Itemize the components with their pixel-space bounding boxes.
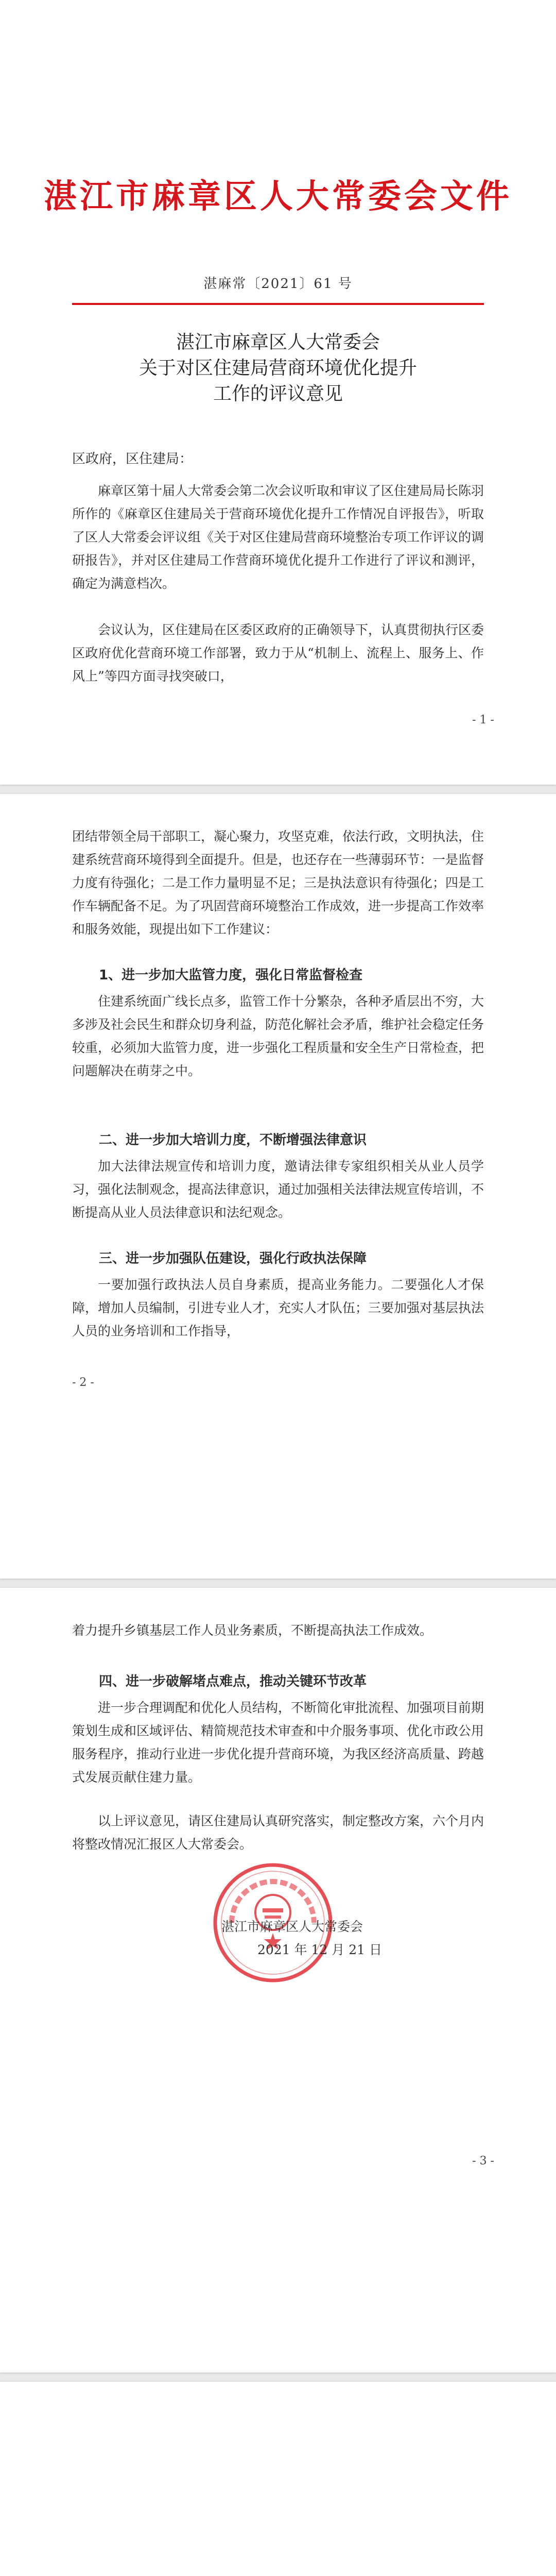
signing-date: 2021 年 12 月 21 日	[257, 1942, 382, 1957]
document-masthead: 湛江市麻章区人大常委会文件	[44, 178, 512, 216]
section-heading: 四、进一步破解堵点难点，推动关键环节改革	[99, 1674, 367, 1689]
paragraph: 住建系统面广线长点多，监管工作十分繁杂，各种矛盾层出不穷，大多涉及社会民生和群众切身利益，防范化解社会矛盾，维护社会稳定任务较重，必须加大监管力度，进一步强化工程质量和安全生产日常检查，把问题解决在萌芽之中。	[72, 994, 484, 1078]
page-3	[0, 1588, 556, 2372]
section-heading: 三、进一步加强队伍建设，强化行政执法保障	[99, 1251, 367, 1266]
page-4	[0, 2382, 556, 2576]
salutation: 区政府，区住建局：	[72, 451, 193, 467]
red-divider	[72, 303, 484, 305]
paragraph: 麻章区第十届人大常委会第二次会议听取和审议了区住建局局长陈羽所作的《麻章区住建局关于营商环境优化提升工作情况自评报告》，听取了区人大常委会评议组《关于对区住建局营商环境整治专项工作评议的调研报告》，并对区住建局工作营商环境优化提升工作进行了评议和测评，确定为满意档次。	[72, 483, 484, 591]
section-heading: 1、进一步加大监管力度，强化日常监督检查	[99, 968, 363, 983]
section-heading: 二、进一步加大培训力度，不断增强法律意识	[99, 1132, 367, 1148]
signing-organization: 湛江市麻章区人大常委会	[221, 1919, 363, 1934]
document-number: 湛麻常〔2021〕61 号	[203, 276, 353, 292]
document-title	[0, 330, 556, 407]
page-1	[0, 0, 556, 785]
page-number: - 1 -	[472, 714, 494, 726]
page-number: - 3 -	[472, 2155, 494, 2167]
paragraph: 着力提升乡镇基层工作人员业务素质，不断提高执法工作成效。	[72, 1623, 433, 1638]
paragraph: 团结带领全局干部职工，凝心聚力，攻坚克难，依法行政，文明执法，住建系统营商环境得到全面提升。但是，也还存在一些薄弱环节：一是监督力度有待强化；二是工作力量明显不足；三是执法意识有待强化；四是工作车辆配备不足。为了巩固营商环境整治工作成效，进一步提高工作效率和服务效能，现提出如下工作建议：	[72, 829, 484, 937]
title-line-1: 湛江市麻章区人大常委会	[176, 332, 380, 353]
paragraph: 会议认为，区住建局在区委区政府的正确领导下，认真贯彻执行区委区政府优化营商环境工作部署，致力于从“机制上、流程上、服务上、作风上”等四方面寻找突破口，	[72, 622, 484, 684]
title-line-2: 关于对区住建局营商环境优化提升	[138, 358, 417, 379]
page-2	[0, 794, 556, 1579]
paragraph: 以上评议意见，请区住建局认真研究落实，制定整改方案，六个月内将整改情况汇报区人大常委会。	[72, 1814, 484, 1852]
page-number: - 2 -	[72, 1376, 94, 1389]
paragraph: 一要加强行政执法人员自身素质，提高业务能力。二要强化人才保障，增加人员编制，引进专业人才，充实人才队伍；三要加强对基层执法人员的业务培训和工作指导，	[72, 1277, 484, 1338]
paragraph: 进一步合理调配和优化人员结构，不断简化审批流程、加强项目前期策划生成和区域评估、精简规范技术审查和中介服务事项、优化市政公用服务程序，推动行业进一步优化提升营商环境，为我区经济高质量、跨越式发展贡献住建力量。	[72, 1700, 484, 1785]
paragraph: 加大法律法规宣传和培训力度，邀请法律专家组织相关从业人员学习，强化法制观念，提高法律意识，通过加强相关法律法规宣传培训，不断提高从业人员法律意识和法纪观念。	[72, 1159, 484, 1220]
title-line-3: 工作的评议意见	[213, 383, 343, 404]
